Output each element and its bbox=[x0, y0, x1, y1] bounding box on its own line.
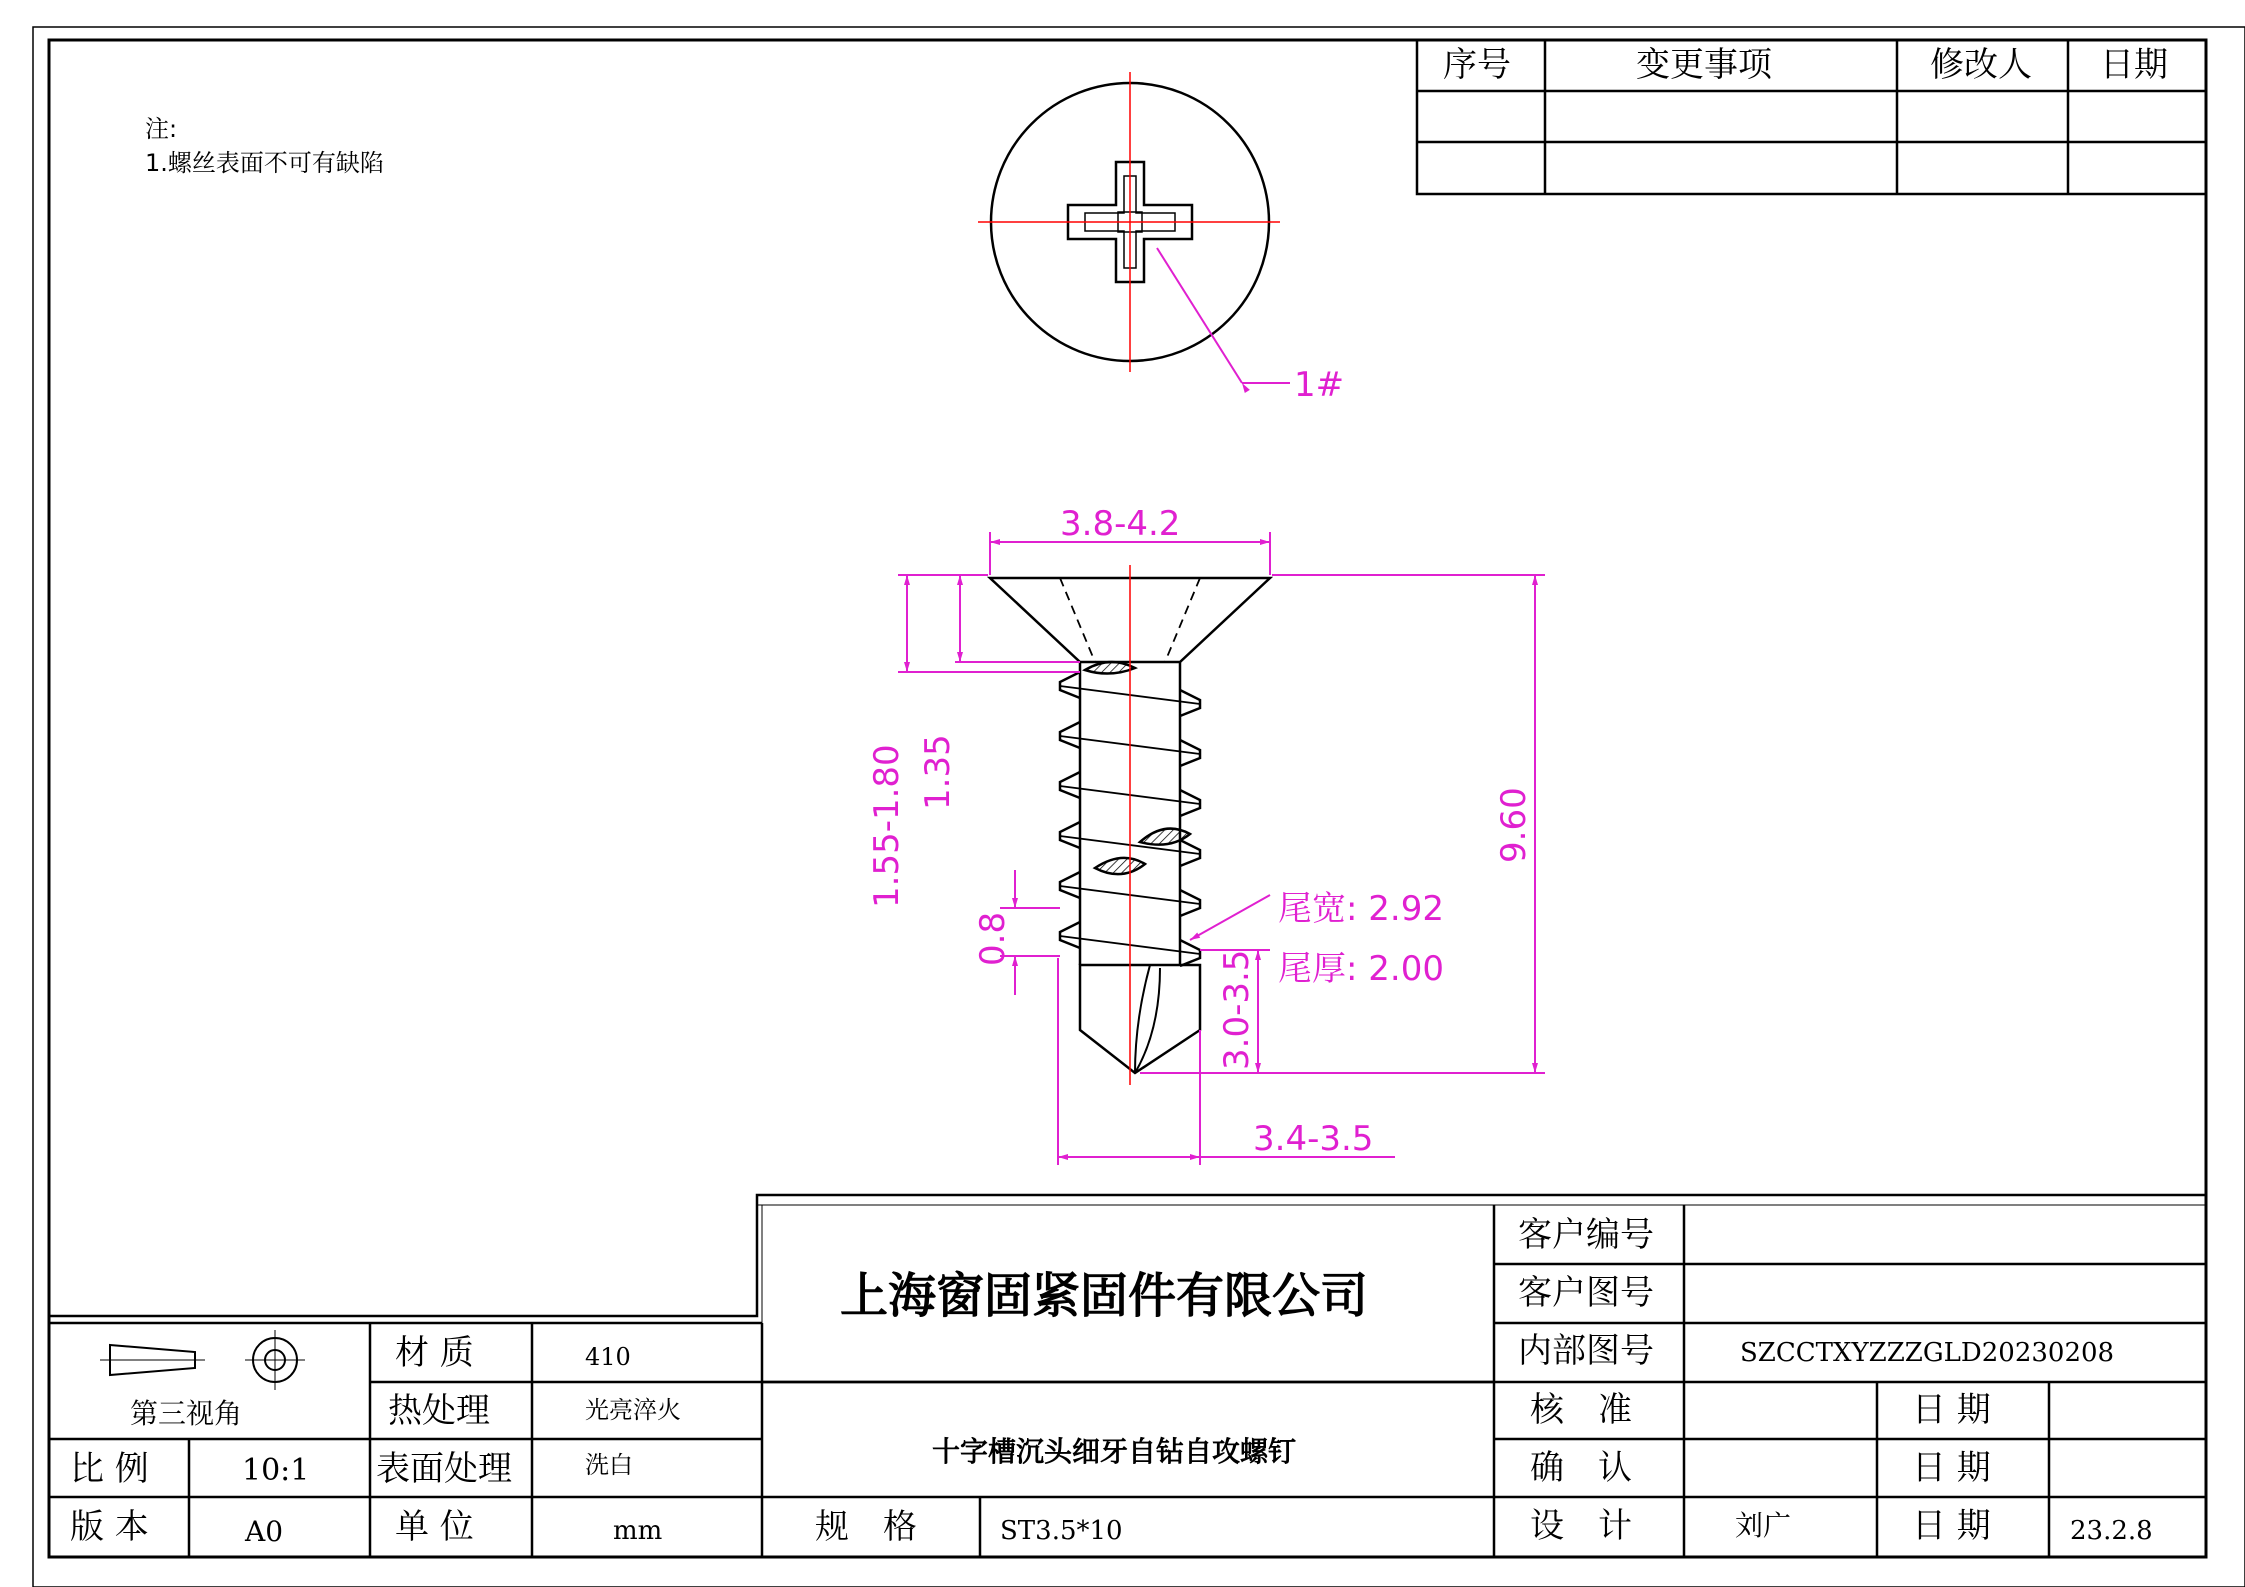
revision-table-grid bbox=[1417, 40, 2206, 194]
version-label: 版 本 bbox=[70, 1507, 149, 1547]
rev-header-change: 变更事项 bbox=[1636, 45, 1772, 85]
rev-header-date: 日期 bbox=[2100, 45, 2168, 85]
dimension-lines bbox=[898, 532, 1545, 1165]
material-value: 410 bbox=[585, 1343, 631, 1371]
spec-value: ST3.5*10 bbox=[1000, 1516, 1123, 1546]
internal-drawing-label: 内部图号 bbox=[1518, 1331, 1654, 1371]
note-item: 1.螺丝表面不可有缺陷 bbox=[145, 149, 384, 177]
dim-pitch: 0.8 bbox=[973, 911, 1013, 966]
dim-tail-thickness: 尾厚: 2.00 bbox=[1278, 949, 1444, 989]
design-date-value: 23.2.8 bbox=[2070, 1516, 2153, 1546]
dim-total-length: 9.60 bbox=[1494, 787, 1534, 863]
surface-treatment-value: 洗白 bbox=[585, 1451, 633, 1479]
dim-drill-point-length: 3.0-3.5 bbox=[1217, 949, 1257, 1070]
internal-drawing-value: SZCCTXYZZZGLD20230208 bbox=[1740, 1338, 2115, 1368]
heat-treatment-value: 光亮淬火 bbox=[585, 1396, 681, 1424]
approve-date-label: 日 期 bbox=[1912, 1390, 1991, 1430]
dim-drill-point-diameter: 3.4-3.5 bbox=[1253, 1119, 1374, 1159]
dim-tail-width: 尾宽: 2.92 bbox=[1278, 889, 1444, 929]
material-label: 材 质 bbox=[395, 1333, 474, 1373]
version-value: A0 bbox=[245, 1515, 284, 1548]
design-label: 设 计 bbox=[1530, 1506, 1632, 1546]
projection-label: 第三视角 bbox=[130, 1397, 243, 1430]
dim-head-diameter: 3.8-4.2 bbox=[1060, 504, 1181, 544]
screw-top-view bbox=[978, 72, 1290, 383]
drawing-notes bbox=[145, 112, 384, 180]
rev-header-no: 序号 bbox=[1443, 45, 1511, 85]
designer-name: 刘广 bbox=[1735, 1509, 1792, 1542]
scale-value: 10:1 bbox=[242, 1453, 310, 1488]
dim-countersink-depth: 1.35 bbox=[918, 734, 958, 810]
third-angle-projection-symbol bbox=[100, 1330, 305, 1390]
title-block-grid bbox=[49, 1195, 2206, 1557]
spec-label: 规 格 bbox=[815, 1507, 917, 1547]
notes-heading: 注: bbox=[145, 115, 178, 143]
unit-value: mm bbox=[613, 1516, 663, 1546]
scale-label: 比 例 bbox=[70, 1449, 149, 1489]
confirm-date-label: 日 期 bbox=[1912, 1448, 1991, 1488]
product-name: 十字槽沉头细牙自钻自攻螺钉 bbox=[932, 1435, 1297, 1468]
rev-header-editor: 修改人 bbox=[1930, 45, 2032, 85]
customer-no-label: 客户编号 bbox=[1518, 1215, 1654, 1255]
confirm-label: 确 认 bbox=[1530, 1448, 1632, 1488]
customer-drawing-label: 客户图号 bbox=[1518, 1273, 1654, 1313]
surface-treatment-label: 表面处理 bbox=[376, 1449, 512, 1489]
heat-treatment-label: 热处理 bbox=[388, 1391, 490, 1431]
design-date-label: 日 期 bbox=[1912, 1506, 1991, 1546]
approve-label: 核 准 bbox=[1530, 1390, 1632, 1430]
unit-label: 单 位 bbox=[395, 1507, 474, 1547]
top-view-label: 1# bbox=[1294, 365, 1345, 405]
company-name: 上海窗固紧固件有限公司 bbox=[840, 1268, 1369, 1324]
dim-head-height: 1.55-1.80 bbox=[867, 744, 907, 908]
